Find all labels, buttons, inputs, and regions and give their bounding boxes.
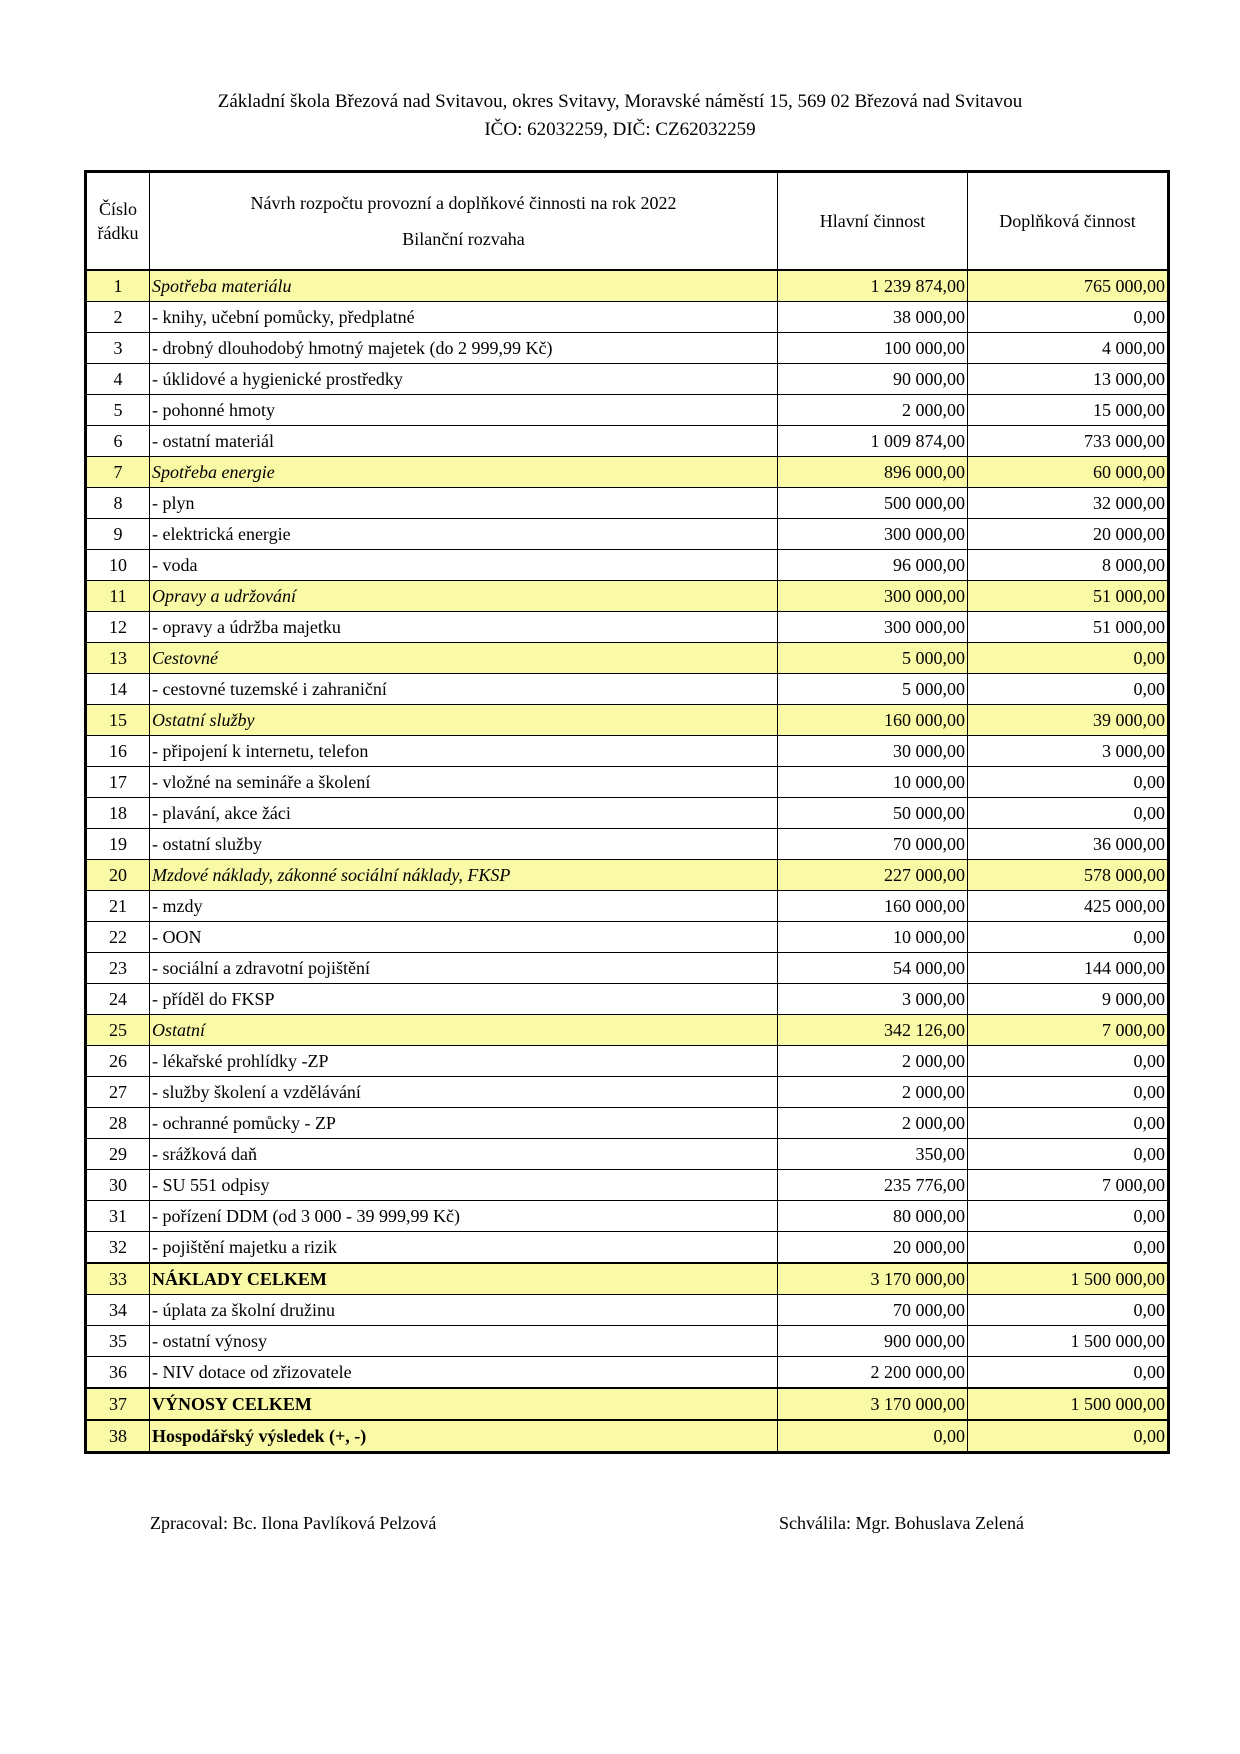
row-additional-activity-value: 8 000,00 xyxy=(968,550,1169,581)
table-row xyxy=(86,1077,1169,1108)
row-number: 7 xyxy=(86,457,150,488)
budget-table-body xyxy=(86,270,1169,1453)
row-additional-activity-value: 733 000,00 xyxy=(968,426,1169,457)
row-description: - NIV dotace od zřizovatele xyxy=(150,1357,778,1389)
row-additional-activity-value: 425 000,00 xyxy=(968,891,1169,922)
row-description: - služby školení a vzdělávání xyxy=(150,1077,778,1108)
table-row xyxy=(86,1388,1169,1420)
row-description: Spotřeba materiálu xyxy=(150,270,778,302)
row-description: - pohonné hmoty xyxy=(150,395,778,426)
table-row xyxy=(86,519,1169,550)
row-main-activity-value: 38 000,00 xyxy=(778,302,968,333)
row-main-activity-value: 3 170 000,00 xyxy=(778,1263,968,1295)
row-main-activity-value: 20 000,00 xyxy=(778,1232,968,1264)
table-row xyxy=(86,1357,1169,1389)
row-number: 2 xyxy=(86,302,150,333)
table-row xyxy=(86,891,1169,922)
table-row xyxy=(86,1170,1169,1201)
row-description: - SU 551 odpisy xyxy=(150,1170,778,1201)
row-description: Cestovné xyxy=(150,643,778,674)
row-additional-activity-value: 0,00 xyxy=(968,1295,1169,1326)
row-number: 25 xyxy=(86,1015,150,1046)
school-ids: IČO: 62032259, DIČ: CZ62032259 xyxy=(484,119,756,140)
row-additional-activity-value: 0,00 xyxy=(968,1420,1169,1453)
row-description: - elektrická energie xyxy=(150,519,778,550)
row-additional-activity-value: 0,00 xyxy=(968,1077,1169,1108)
row-main-activity-value: 2 000,00 xyxy=(778,1077,968,1108)
row-number: 20 xyxy=(86,860,150,891)
column-header-additional-activity: Doplňková činnost xyxy=(968,172,1169,271)
row-number: 31 xyxy=(86,1201,150,1232)
column-header-description xyxy=(150,172,778,271)
column-header-main-activity: Hlavní činnost xyxy=(778,172,968,271)
row-description: - plavání, akce žáci xyxy=(150,798,778,829)
row-additional-activity-value: 15 000,00 xyxy=(968,395,1169,426)
row-description: - mzdy xyxy=(150,891,778,922)
row-additional-activity-value: 0,00 xyxy=(968,1046,1169,1077)
table-row xyxy=(86,674,1169,705)
table-row xyxy=(86,364,1169,395)
table-row xyxy=(86,270,1169,302)
row-main-activity-value: 2 000,00 xyxy=(778,1046,968,1077)
row-number: 35 xyxy=(86,1326,150,1357)
row-number: 21 xyxy=(86,891,150,922)
prepared-by: Zpracoval: Bc. Ilona Pavlíková Pelzová xyxy=(150,1513,437,1533)
table-row xyxy=(86,1295,1169,1326)
row-main-activity-value: 160 000,00 xyxy=(778,705,968,736)
row-description: Hospodářský výsledek (+, -) xyxy=(150,1420,778,1453)
row-description: - sociální a zdravotní pojištění xyxy=(150,953,778,984)
row-additional-activity-value: 0,00 xyxy=(968,1201,1169,1232)
table-row xyxy=(86,1420,1169,1453)
row-additional-activity-value: 1 500 000,00 xyxy=(968,1326,1169,1357)
row-main-activity-value: 80 000,00 xyxy=(778,1201,968,1232)
row-additional-activity-value: 32 000,00 xyxy=(968,488,1169,519)
row-additional-activity-value: 13 000,00 xyxy=(968,364,1169,395)
row-description: Opravy a udržování xyxy=(150,581,778,612)
row-main-activity-value: 896 000,00 xyxy=(778,457,968,488)
budget-table xyxy=(84,170,1170,1454)
row-additional-activity-value: 3 000,00 xyxy=(968,736,1169,767)
row-additional-activity-value: 0,00 xyxy=(968,1139,1169,1170)
row-description: - připojení k internetu, telefon xyxy=(150,736,778,767)
row-additional-activity-value: 51 000,00 xyxy=(968,581,1169,612)
row-main-activity-value: 342 126,00 xyxy=(778,1015,968,1046)
table-row xyxy=(86,1201,1169,1232)
row-main-activity-value: 300 000,00 xyxy=(778,612,968,643)
table-row xyxy=(86,643,1169,674)
row-description: VÝNOSY CELKEM xyxy=(150,1388,778,1420)
row-main-activity-value: 350,00 xyxy=(778,1139,968,1170)
row-main-activity-value: 300 000,00 xyxy=(778,519,968,550)
table-row xyxy=(86,550,1169,581)
row-main-activity-value: 500 000,00 xyxy=(778,488,968,519)
row-additional-activity-value: 7 000,00 xyxy=(968,1015,1169,1046)
row-additional-activity-value: 144 000,00 xyxy=(968,953,1169,984)
row-number: 34 xyxy=(86,1295,150,1326)
row-main-activity-value: 1 239 874,00 xyxy=(778,270,968,302)
row-additional-activity-value: 39 000,00 xyxy=(968,705,1169,736)
row-description: - pojištění majetku a rizik xyxy=(150,1232,778,1264)
row-additional-activity-value: 1 500 000,00 xyxy=(968,1388,1169,1420)
row-number: 10 xyxy=(86,550,150,581)
table-row xyxy=(86,612,1169,643)
row-description: - opravy a údržba majetku xyxy=(150,612,778,643)
row-description: Spotřeba energie xyxy=(150,457,778,488)
table-row xyxy=(86,984,1169,1015)
row-number: 13 xyxy=(86,643,150,674)
row-description: - drobný dlouhodobý hmotný majetek (do 2 999,99 Kč) xyxy=(150,333,778,364)
row-number: 29 xyxy=(86,1139,150,1170)
row-description: NÁKLADY CELKEM xyxy=(150,1263,778,1295)
row-description: - srážková daň xyxy=(150,1139,778,1170)
row-main-activity-value: 54 000,00 xyxy=(778,953,968,984)
row-additional-activity-value: 0,00 xyxy=(968,1357,1169,1389)
row-main-activity-value: 2 000,00 xyxy=(778,395,968,426)
row-number: 4 xyxy=(86,364,150,395)
table-row xyxy=(86,1046,1169,1077)
row-description: Ostatní xyxy=(150,1015,778,1046)
row-description: - úklidové a hygienické prostředky xyxy=(150,364,778,395)
row-additional-activity-value: 60 000,00 xyxy=(968,457,1169,488)
row-additional-activity-value: 51 000,00 xyxy=(968,612,1169,643)
row-number: 17 xyxy=(86,767,150,798)
row-description: - ostatní výnosy xyxy=(150,1326,778,1357)
row-main-activity-value: 70 000,00 xyxy=(778,1295,968,1326)
row-description: - vložné na semináře a školení xyxy=(150,767,778,798)
row-main-activity-value: 10 000,00 xyxy=(778,922,968,953)
row-main-activity-value: 227 000,00 xyxy=(778,860,968,891)
row-number: 9 xyxy=(86,519,150,550)
row-description: - ochranné pomůcky - ZP xyxy=(150,1108,778,1139)
row-description: - ostatní materiál xyxy=(150,426,778,457)
row-main-activity-value: 1 009 874,00 xyxy=(778,426,968,457)
row-description: - lékařské prohlídky -ZP xyxy=(150,1046,778,1077)
row-number: 38 xyxy=(86,1420,150,1453)
row-number: 27 xyxy=(86,1077,150,1108)
row-number: 5 xyxy=(86,395,150,426)
row-main-activity-value: 30 000,00 xyxy=(778,736,968,767)
row-additional-activity-value: 0,00 xyxy=(968,1108,1169,1139)
row-number: 24 xyxy=(86,984,150,1015)
table-row xyxy=(86,395,1169,426)
row-main-activity-value: 300 000,00 xyxy=(778,581,968,612)
row-number: 30 xyxy=(86,1170,150,1201)
table-row xyxy=(86,581,1169,612)
row-number: 32 xyxy=(86,1232,150,1264)
row-additional-activity-value: 20 000,00 xyxy=(968,519,1169,550)
row-additional-activity-value: 0,00 xyxy=(968,767,1169,798)
row-main-activity-value: 3 170 000,00 xyxy=(778,1388,968,1420)
row-additional-activity-value: 0,00 xyxy=(968,674,1169,705)
row-number: 26 xyxy=(86,1046,150,1077)
table-row xyxy=(86,1263,1169,1295)
row-number: 3 xyxy=(86,333,150,364)
row-main-activity-value: 10 000,00 xyxy=(778,767,968,798)
row-additional-activity-value: 1 500 000,00 xyxy=(968,1263,1169,1295)
table-row xyxy=(86,1232,1169,1264)
row-number: 14 xyxy=(86,674,150,705)
row-description: - knihy, učební pomůcky, předplatné xyxy=(150,302,778,333)
row-additional-activity-value: 765 000,00 xyxy=(968,270,1169,302)
column-header-row-number xyxy=(86,172,150,271)
table-subtitle: Bilanční rozvaha xyxy=(402,229,525,249)
table-row xyxy=(86,860,1169,891)
row-additional-activity-value: 578 000,00 xyxy=(968,860,1169,891)
row-main-activity-value: 0,00 xyxy=(778,1420,968,1453)
row-additional-activity-value: 7 000,00 xyxy=(968,1170,1169,1201)
document-header xyxy=(0,88,1240,144)
row-main-activity-value: 50 000,00 xyxy=(778,798,968,829)
table-row xyxy=(86,457,1169,488)
table-row xyxy=(86,488,1169,519)
row-main-activity-value: 96 000,00 xyxy=(778,550,968,581)
row-description: - pořízení DDM (od 3 000 - 39 999,99 Kč) xyxy=(150,1201,778,1232)
approved-by: Schválila: Mgr. Bohuslava Zelená xyxy=(779,1513,1024,1533)
row-number: 22 xyxy=(86,922,150,953)
school-address: Základní škola Březová nad Svitavou, okres Svitavy, Moravské náměstí 15, 569 02 Březová nad Svitavou xyxy=(217,91,1023,112)
row-additional-activity-value: 0,00 xyxy=(968,302,1169,333)
row-number: 12 xyxy=(86,612,150,643)
row-number: 33 xyxy=(86,1263,150,1295)
table-row xyxy=(86,705,1169,736)
table-row xyxy=(86,736,1169,767)
table-row xyxy=(86,767,1169,798)
row-additional-activity-value: 0,00 xyxy=(968,643,1169,674)
row-number: 11 xyxy=(86,581,150,612)
table-row xyxy=(86,426,1169,457)
row-number: 6 xyxy=(86,426,150,457)
row-description: - cestovné tuzemské i zahraniční xyxy=(150,674,778,705)
table-row xyxy=(86,953,1169,984)
row-additional-activity-value: 4 000,00 xyxy=(968,333,1169,364)
row-description: - úplata za školní družinu xyxy=(150,1295,778,1326)
row-main-activity-value: 3 000,00 xyxy=(778,984,968,1015)
row-main-activity-value: 5 000,00 xyxy=(778,674,968,705)
row-main-activity-value: 235 776,00 xyxy=(778,1170,968,1201)
row-description: - příděl do FKSP xyxy=(150,984,778,1015)
table-row xyxy=(86,1108,1169,1139)
row-main-activity-value: 900 000,00 xyxy=(778,1326,968,1357)
row-additional-activity-value: 0,00 xyxy=(968,1232,1169,1264)
table-row xyxy=(86,333,1169,364)
row-description: - voda xyxy=(150,550,778,581)
row-main-activity-value: 2 000,00 xyxy=(778,1108,968,1139)
row-additional-activity-value: 36 000,00 xyxy=(968,829,1169,860)
table-title: Návrh rozpočtu provozní a doplňkové činnosti na rok 2022 xyxy=(250,193,677,213)
table-row xyxy=(86,1139,1169,1170)
column-header-row-number-line2: řádku xyxy=(97,223,139,243)
row-number: 28 xyxy=(86,1108,150,1139)
row-number: 37 xyxy=(86,1388,150,1420)
row-number: 15 xyxy=(86,705,150,736)
row-main-activity-value: 160 000,00 xyxy=(778,891,968,922)
row-number: 18 xyxy=(86,798,150,829)
table-row xyxy=(86,922,1169,953)
column-header-row-number-line1: Číslo xyxy=(98,199,137,219)
row-number: 8 xyxy=(86,488,150,519)
table-row xyxy=(86,829,1169,860)
table-row xyxy=(86,798,1169,829)
row-number: 23 xyxy=(86,953,150,984)
row-description: - OON xyxy=(150,922,778,953)
row-number: 1 xyxy=(86,270,150,302)
row-description: Mzdové náklady, zákonné sociální náklady, FKSP xyxy=(150,860,778,891)
table-row xyxy=(86,1326,1169,1357)
row-number: 19 xyxy=(86,829,150,860)
row-additional-activity-value: 0,00 xyxy=(968,922,1169,953)
row-description: Ostatní služby xyxy=(150,705,778,736)
row-number: 36 xyxy=(86,1357,150,1389)
row-additional-activity-value: 9 000,00 xyxy=(968,984,1169,1015)
row-main-activity-value: 90 000,00 xyxy=(778,364,968,395)
row-main-activity-value: 2 200 000,00 xyxy=(778,1357,968,1389)
row-description: - plyn xyxy=(150,488,778,519)
table-row xyxy=(86,302,1169,333)
row-number: 16 xyxy=(86,736,150,767)
row-description: - ostatní služby xyxy=(150,829,778,860)
table-header-row xyxy=(86,172,1169,271)
row-main-activity-value: 5 000,00 xyxy=(778,643,968,674)
table-row xyxy=(86,1015,1169,1046)
row-main-activity-value: 100 000,00 xyxy=(778,333,968,364)
row-main-activity-value: 70 000,00 xyxy=(778,829,968,860)
row-additional-activity-value: 0,00 xyxy=(968,798,1169,829)
